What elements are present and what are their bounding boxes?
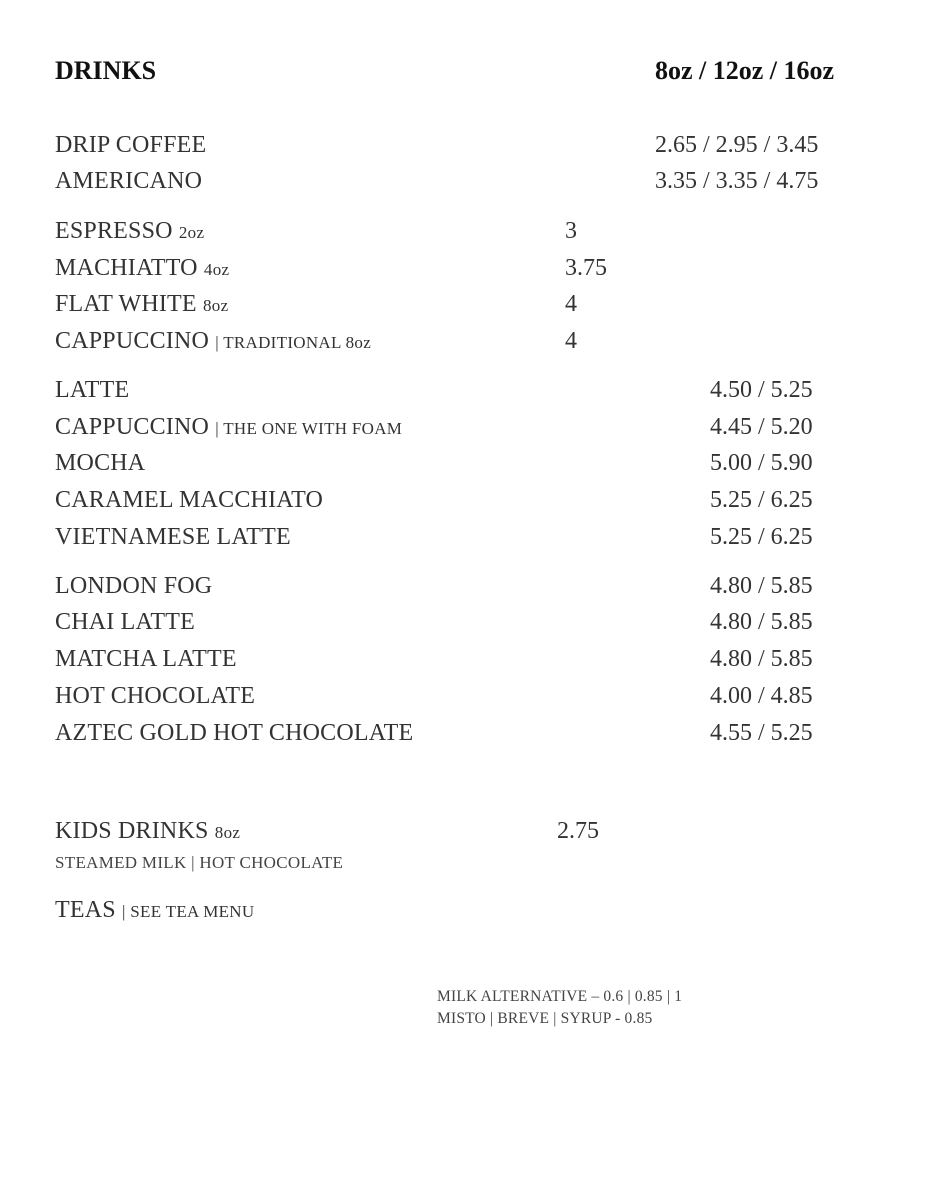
price-vietnamese-latte: 5.25 / 6.25 [710,524,813,550]
price-flat-white: 4 [565,291,577,317]
note-misto-breve-syrup: MISTO | BREVE | SYRUP - 0.85 [437,1010,653,1027]
item-suffix: | TRADITIONAL 8oz [215,333,372,352]
item-suffix: 2oz [178,223,205,242]
item-name: CAPPUCCINO [55,414,210,440]
price-machiatto: 3.75 [565,255,607,281]
menu-item-flat-white [55,291,228,318]
menu-item-mocha: MOCHA [55,450,146,476]
page-title: DRINKS [55,56,157,85]
price-latte: 4.50 / 5.25 [710,377,813,403]
item-name: TEAS [55,897,116,923]
menu-item-hot-chocolate: HOT CHOCOLATE [55,683,256,709]
menu-item-aztec-gold-hot-chocolate: AZTEC GOLD HOT CHOCOLATE [55,720,414,746]
item-name: MACHIATTO [55,255,198,281]
price-matcha-latte: 4.80 / 5.85 [710,646,813,672]
menu-item-latte: LATTE [55,377,130,403]
menu-item-cappuccino-foam [55,414,402,441]
kids-drinks-options: STEAMED MILK | HOT CHOCOLATE [55,853,344,872]
menu-item-caramel-macchiato: CARAMEL MACCHIATO [55,487,324,513]
menu-item-teas [55,897,254,924]
item-name: ESPRESSO [55,218,173,244]
item-name: CAPPUCCINO [55,328,210,354]
item-suffix: 8oz [202,296,229,315]
menu-item-chai-latte: CHAI LATTE [55,609,195,635]
menu-item-matcha-latte: MATCHA LATTE [55,646,237,672]
price-caramel-macchiato: 5.25 / 6.25 [710,487,813,513]
size-header: 8oz / 12oz / 16oz [655,56,835,85]
price-aztec-gold-hot-chocolate: 4.55 / 5.25 [710,720,813,746]
menu-item-machiatto [55,255,229,282]
item-suffix: | THE ONE WITH FOAM [215,419,403,438]
price-mocha: 5.00 / 5.90 [710,450,813,476]
price-drip-coffee: 2.65 / 2.95 / 3.45 [655,132,819,158]
price-kids-drinks: 2.75 [557,818,599,844]
price-espresso: 3 [565,218,577,244]
item-name: KIDS DRINKS [55,818,209,844]
menu-item-kids-drinks [55,818,240,845]
item-name: FLAT WHITE [55,291,197,317]
price-hot-chocolate: 4.00 / 4.85 [710,683,813,709]
menu-item-cappuccino-traditional [55,328,371,355]
price-london-fog: 4.80 / 5.85 [710,573,813,599]
price-americano: 3.35 / 3.35 / 4.75 [655,168,819,194]
price-chai-latte: 4.80 / 5.85 [710,609,813,635]
menu-item-vietnamese-latte: VIETNAMESE LATTE [55,524,291,550]
menu-item-london-fog: LONDON FOG [55,573,213,599]
price-cappuccino-foam: 4.45 / 5.20 [710,414,813,440]
menu-item-espresso [55,218,204,245]
menu-item-americano: AMERICANO [55,168,203,194]
menu-item-drip-coffee: DRIP COFFEE [55,132,207,158]
item-suffix: 4oz [203,260,230,279]
item-suffix: 8oz [214,823,241,842]
price-cappuccino-traditional: 4 [565,328,577,354]
item-suffix: | SEE TEA MENU [122,902,255,921]
note-milk-alternative: MILK ALTERNATIVE – 0.6 | 0.85 | 1 [437,988,683,1005]
